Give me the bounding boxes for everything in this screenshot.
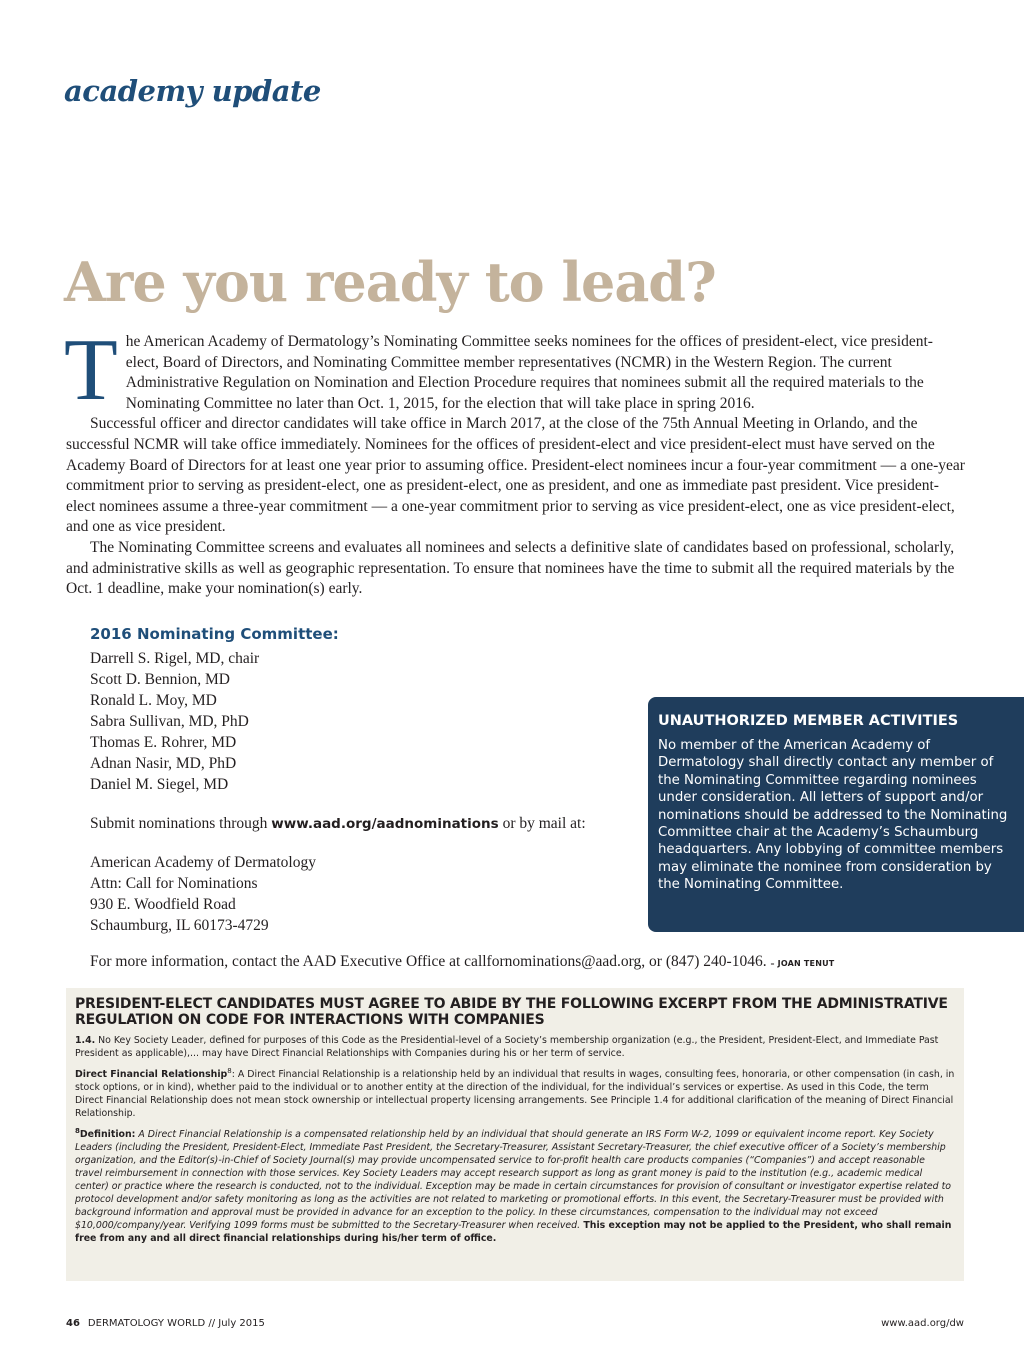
footnote-marker: 8: [75, 1127, 80, 1136]
excerpt-section-number: 1.4.: [75, 1035, 96, 1046]
committee-member: Daniel M. Siegel, MD: [90, 776, 229, 793]
committee-member: Scott D. Bennion, MD: [90, 671, 230, 688]
committee-member: Sabra Sullivan, MD, PhD: [90, 713, 249, 730]
definition-label: Definition:: [79, 1129, 136, 1141]
submit-text-after: or by mail at:: [498, 815, 586, 832]
address-line: Attn: Call for Nominations: [90, 875, 258, 892]
sidebar-title: UNAUTHORIZED MEMBER ACTIVITIES: [658, 713, 959, 729]
section-label: academy update: [64, 74, 321, 108]
nominations-link[interactable]: www.aad.org/aadnominations: [271, 816, 499, 832]
page-number: 46: [66, 1318, 80, 1329]
publication-name: DERMATOLOGY WORLD // July 2015: [87, 1318, 265, 1329]
address-line: 930 E. Woodfield Road: [90, 896, 236, 913]
intro-article: [64, 322, 966, 600]
excerpt-paragraph-2-text: : A Direct Financial Relationship is a relationship held by an individual that results in wages, consulting fees, honoraria, or other compensation (in cash, in stock options, or in kind), whether paid to the individual or to another entity at the direction of the individual, for the individual’s services or expertise. As used in this Code, the term Direct Financial Relationship does not mean stock ownership or intellectual property licensing arrangements. See Principle 1.4 for additional clarification of the meaning of Direct Financial Relationship.: [75, 1069, 955, 1120]
excerpt-definition: [75, 1125, 955, 1245]
address-line: American Academy of Dermatology: [90, 854, 316, 871]
author-byline: – JOAN TENUT: [770, 959, 835, 968]
committee-member-list: [90, 648, 259, 795]
excerpt-paragraph-1-text: No Key Society Leader, defined for purposes of this Code as the Presidential-level of a Society’s membership organization (e.g., the President, President-Elect, and Immediate Past President as applicable),... may have Direct Financial Relationships with Companies during his or her term of service.: [75, 1035, 939, 1059]
excerpt-paragraph-1: [75, 1034, 955, 1060]
excerpt-term-label: Direct Financial Relationship: [75, 1069, 228, 1081]
intro-paragraph-3: The Nominating Committee screens and evaluates all nominees and selects a definitive slate of candidates based on professional, scholarly, and administrative skills as well as geographic representation. To ensure that nominees have the time to submit all the required materials by the Oct. 1 deadline, make your nomination(s) early.: [66, 538, 955, 598]
unauthorized-activities-sidebar: [648, 697, 1024, 932]
excerpt-title: PRESIDENT-ELECT CANDIDATES MUST AGREE TO ABIDE BY THE FOLLOWING EXCERPT FROM THE ADMINISTRATIVE REGULATION ON CODE FOR INTERACTIONS WITH COMPANIES: [75, 996, 948, 1028]
definition-text: A Direct Financial Relationship is a compensated relationship held by an individual that should generate an IRS Form W-2, 1099 or equivalent income report. Key Society Leaders (including the President, President-Elect, Immediate Past President, the Secretary-Treasurer, Assistant Secretary-Treasurer, the chief executive officer of a Society’s membership organization, and the Editor(s)-in-Chief of Society Journal(s) may provide uncompensated service to for-profit health care products companies (“Companies”) and accept reasonable travel reimbursement in connection with those services. Key Society Leaders may accept research support as long as grant money is paid to the institution (e.g., academic medical center) or practice where the research is conducted, not to the individual. Exception may be made in certain circumstances for provision of consultant or investigator expertise related to protocol development and/or safety monitoring as long as the activities are not related to marketing or promotional efforts. In this event, the Secretary-Treasurer must be provided with background information and approval must be provided in advance for an exception to the policy. In these circumstances, compensation to the individual may not exceed $10,000/company/year. Verifying 1099 forms must be submitted to the Secretary-Treasurer when received.: [75, 1129, 951, 1232]
page-footer: [66, 1318, 265, 1329]
more-info-line: [90, 953, 834, 971]
submit-instructions: [90, 815, 586, 833]
committee-title: 2016 Nominating Committee:: [90, 625, 339, 643]
sidebar-body: No member of the American Academy of Dermatology shall directly contact any member of the Nominating Committee regarding nominees under consideration. All letters of support and/or nominations should be addressed to the Nominating Committee chair at the Academy’s Schaumburg headquarters. Any lobbying of committee members may eliminate the nominee from consideration by the Nominating Committee.: [658, 738, 1008, 893]
committee-member: Adnan Nasir, MD, PhD: [90, 755, 237, 772]
submit-text-before: Submit nominations through: [90, 815, 272, 832]
headline: Are you ready to lead?: [64, 250, 716, 314]
footnote-marker: 8: [227, 1067, 232, 1075]
intro-paragraph-1: [64, 322, 966, 419]
more-info-text: For more information, contact the AAD Executive Office at callfornominations@aad.org, or (847) 240-1046.: [90, 953, 771, 970]
drop-cap: T: [64, 322, 118, 419]
committee-member: Darrell S. Rigel, MD, chair: [90, 650, 260, 667]
definition-closing: This exception may not be applied to the President, who shall remain free from any and all direct financial relationships during his/her term of office.: [75, 1220, 952, 1245]
committee-member: Ronald L. Moy, MD: [90, 692, 217, 709]
excerpt-paragraph-2: [75, 1065, 955, 1120]
regulation-excerpt-box: [66, 988, 964, 1281]
mailing-address: [90, 852, 316, 936]
address-line: Schaumburg, IL 60173-4729: [90, 917, 269, 934]
website-link[interactable]: www.aad.org/dw: [881, 1318, 964, 1329]
intro-paragraph-1-text: he American Academy of Dermatology’s Nominating Committee seeks nominees for the offices of president-elect, vice president-elect, Board of Directors, and Nominating Committee member representatives (NCMR) in the Western Region. The current Administrative Regulation on Nomination and Election Procedure requires that nominees submit all the required materials to the Nominating Committee no later than Oct. 1, 2015, for the election that will take place in spring 2016.: [125, 333, 933, 412]
intro-paragraph-2: Successful officer and director candidates will take office in March 2017, at the close of the 75th Annual Meeting in Orlando, and the successful NCMR will take office immediately. Nominees for the offices of president-elect and vice president-elect must have served on the Academy Board of Directors for at least one year prior to assuming office. President-elect nominees incur a four-year commitment — a one-year commitment prior to serving as president-elect, one as president-elect, one as president, and one as immediate past president. Vice president-elect nominees assume a three-year commitment — a one-year commitment prior to serving as vice president-elect, one as vice president-elect, and one as vice president.: [66, 415, 965, 536]
committee-member: Thomas E. Rohrer, MD: [90, 734, 237, 751]
